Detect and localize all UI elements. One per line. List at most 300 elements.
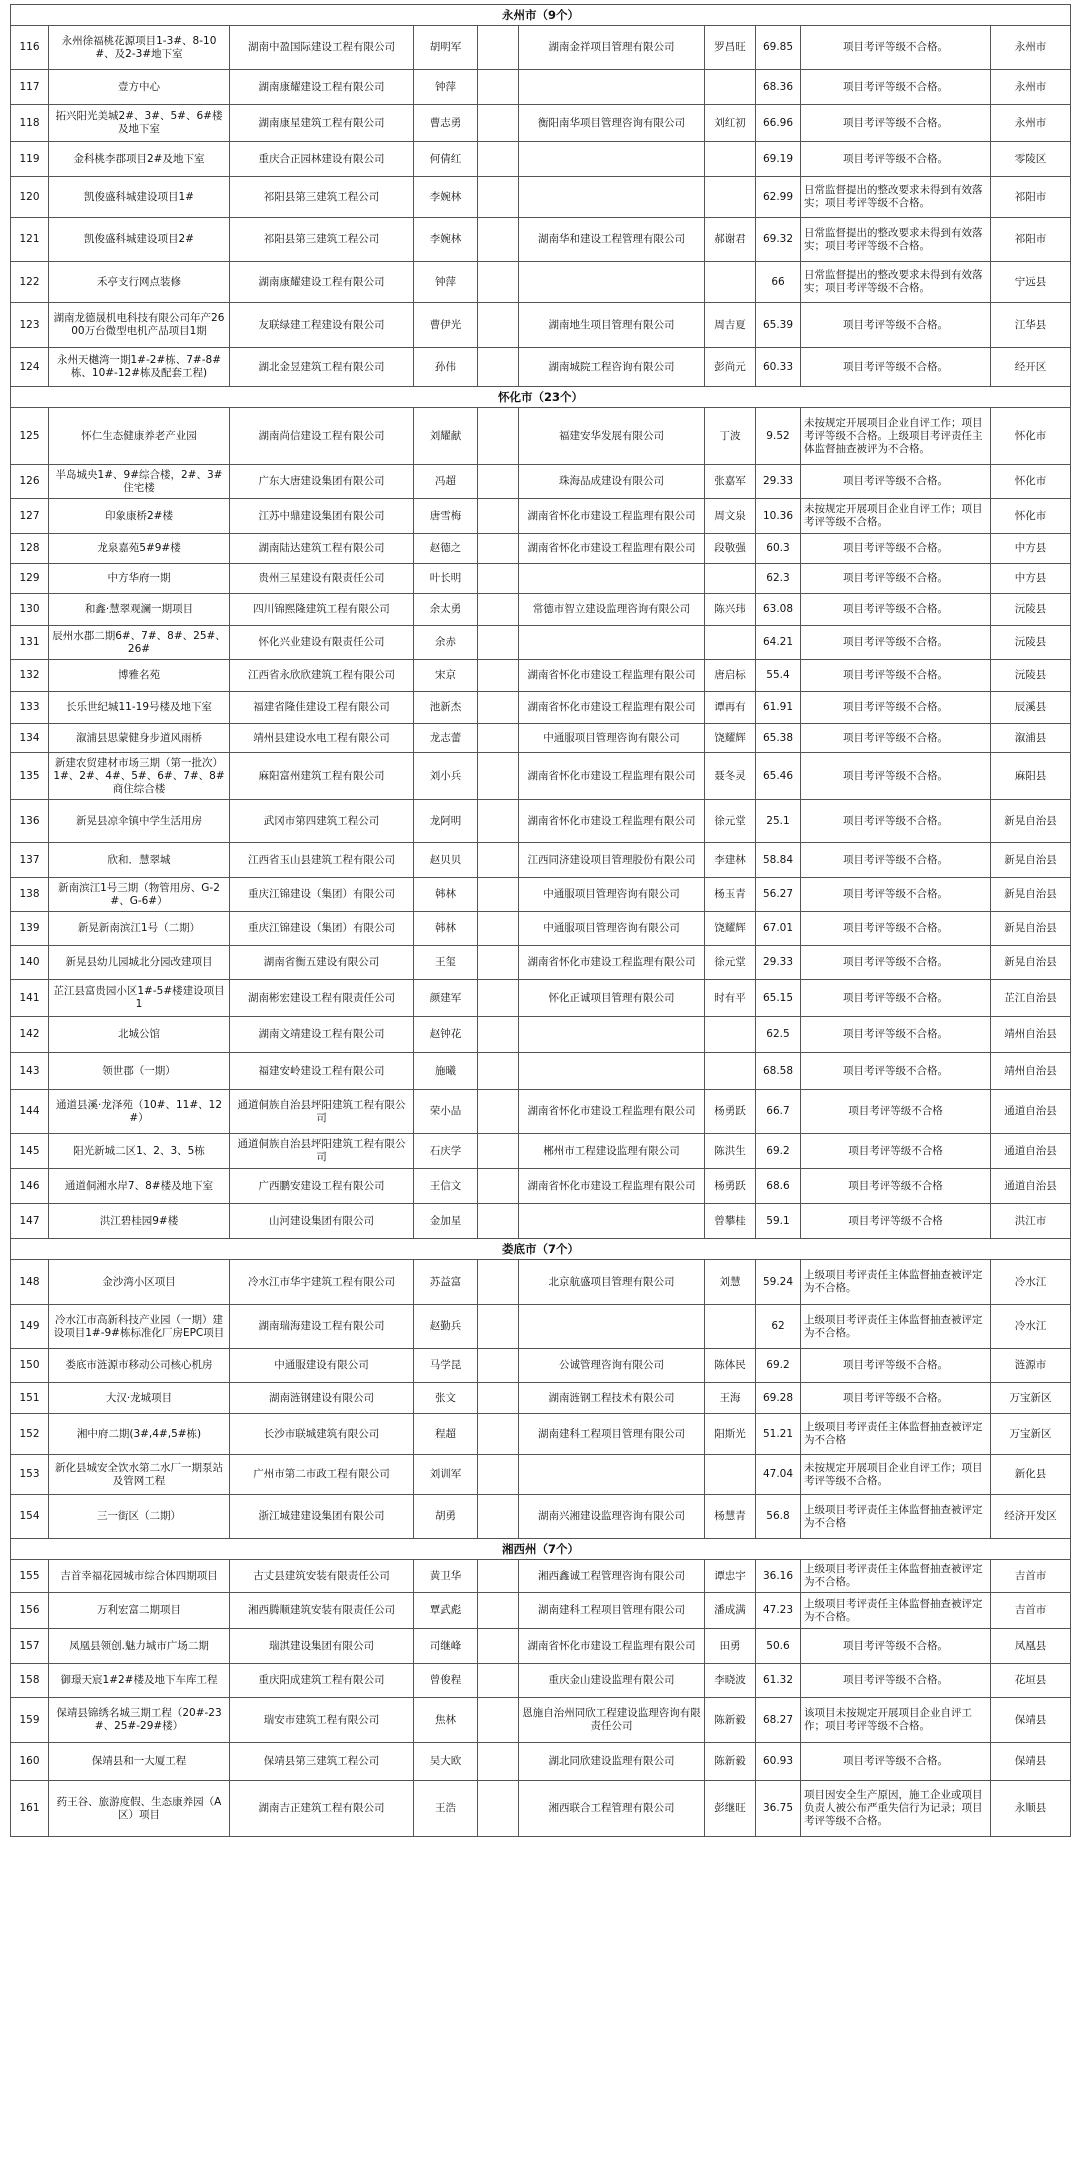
score-cell: 68.6 (756, 1169, 801, 1204)
district-cell: 沅陵县 (991, 660, 1071, 692)
evaluation-note-cell: 未按规定开展项目企业自评工作；项目考评等级不合格。 (801, 499, 991, 534)
supervision-company-cell: 湘西鑫诚工程管理咨询有限公司 (519, 1560, 705, 1593)
evaluation-note-cell: 项目考评等级不合格。 (801, 626, 991, 660)
district-cell: 新晃自治县 (991, 946, 1071, 980)
project-name-cell: 通道侗湘水岸7、8#楼及地下室 (49, 1169, 230, 1204)
chief-supervisor-cell: 陈新毅 (705, 1743, 756, 1781)
evaluation-note-cell: 项目考评等级不合格。 (801, 692, 991, 724)
blank-cell-cell (478, 218, 519, 262)
project-manager-cell: 孙伟 (414, 348, 478, 387)
project-manager-cell: 石庆学 (414, 1134, 478, 1169)
project-name-cell: 辰州水郡二期6#、7#、8#、25#、26# (49, 626, 230, 660)
row-number-cell: 116 (11, 26, 49, 70)
construction-company-cell: 湖南康星建筑工程有限公司 (230, 105, 414, 142)
evaluation-note-cell: 上级项目考评责任主体监督抽查被评定为不合格。 (801, 1593, 991, 1629)
supervision-company-cell: 湖南省怀化市建设工程监理有限公司 (519, 1090, 705, 1134)
table-row (11, 660, 1071, 692)
score-cell: 59.1 (756, 1204, 801, 1239)
district-cell: 溆浦县 (991, 724, 1071, 753)
table-row (11, 1169, 1071, 1204)
row-number-cell: 144 (11, 1090, 49, 1134)
table-row (11, 1017, 1071, 1053)
project-name-cell: 保靖县和一大厦工程 (49, 1743, 230, 1781)
row-number-cell: 139 (11, 912, 49, 946)
table-row (11, 1495, 1071, 1539)
project-manager-cell: 颜建军 (414, 980, 478, 1017)
district-cell: 靖州自治县 (991, 1053, 1071, 1090)
evaluation-note-cell: 上级项目考评责任主体监督抽查被评定为不合格。 (801, 1560, 991, 1593)
chief-supervisor-cell (705, 262, 756, 303)
table-row (11, 800, 1071, 843)
supervision-company-cell: 中通服项目管理咨询有限公司 (519, 878, 705, 912)
project-evaluation-table (10, 4, 1071, 1837)
row-number-cell: 143 (11, 1053, 49, 1090)
evaluation-note-cell: 未按规定开展项目企业自评工作；项目考评等级不合格。上级项目考评责任主体监督抽查被评为不合格。 (801, 408, 991, 465)
table-row (11, 1260, 1071, 1305)
section-title: 湘西州（7个） (11, 1539, 1071, 1560)
project-manager-cell: 冯超 (414, 465, 478, 499)
chief-supervisor-cell (705, 1053, 756, 1090)
score-cell: 60.3 (756, 534, 801, 564)
construction-company-cell: 重庆合正园林建设有限公司 (230, 142, 414, 177)
project-name-cell: 御璟天宸1#2#楼及地下车库工程 (49, 1664, 230, 1698)
project-manager-cell: 王玺 (414, 946, 478, 980)
chief-supervisor-cell: 杨勇跃 (705, 1090, 756, 1134)
supervision-company-cell: 湖南省怀化市建设工程监理有限公司 (519, 660, 705, 692)
evaluation-note-cell: 项目考评等级不合格。 (801, 564, 991, 594)
project-name-cell: 永州徐福桃花源项目1-3#、8-10#、及2-3#地下室 (49, 26, 230, 70)
score-cell: 62.3 (756, 564, 801, 594)
construction-company-cell: 贵州三星建设有限责任公司 (230, 564, 414, 594)
row-number-cell: 134 (11, 724, 49, 753)
score-cell: 68.36 (756, 70, 801, 105)
construction-company-cell: 四川锦熙隆建筑工程有限公司 (230, 594, 414, 626)
project-name-cell: 金科桃李郡项目2#及地下室 (49, 142, 230, 177)
score-cell: 36.75 (756, 1781, 801, 1837)
document-page (10, 4, 1070, 1837)
district-cell: 保靖县 (991, 1698, 1071, 1743)
evaluation-note-cell: 上级项目考评责任主体监督抽查被评定为不合格。 (801, 1260, 991, 1305)
project-name-cell: 凯俊盛科城建设项目1# (49, 177, 230, 218)
table-row (11, 26, 1071, 70)
row-number-cell: 155 (11, 1560, 49, 1593)
row-number-cell: 129 (11, 564, 49, 594)
district-cell: 冷水江 (991, 1260, 1071, 1305)
chief-supervisor-cell: 时有平 (705, 980, 756, 1017)
blank-cell-cell (478, 1349, 519, 1383)
supervision-company-cell: 湖南城院工程咨询有限公司 (519, 348, 705, 387)
score-cell: 65.46 (756, 753, 801, 800)
supervision-company-cell (519, 1455, 705, 1495)
evaluation-note-cell: 项目考评等级不合格 (801, 1169, 991, 1204)
supervision-company-cell: 恩施自治州同欣工程建设监理咨询有限责任公司 (519, 1698, 705, 1743)
evaluation-note-cell: 项目考评等级不合格。 (801, 843, 991, 878)
table-row (11, 177, 1071, 218)
supervision-company-cell (519, 1204, 705, 1239)
evaluation-note-cell: 项目考评等级不合格。 (801, 1349, 991, 1383)
evaluation-note-cell: 上级项目考评责任主体监督抽查被评定为不合格。 (801, 1305, 991, 1349)
row-number-cell: 118 (11, 105, 49, 142)
row-number-cell: 119 (11, 142, 49, 177)
blank-cell-cell (478, 1629, 519, 1664)
table-row (11, 564, 1071, 594)
blank-cell-cell (478, 1017, 519, 1053)
row-number-cell: 142 (11, 1017, 49, 1053)
evaluation-note-cell: 日常监督提出的整改要求未得到有效落实；项目考评等级不合格。 (801, 177, 991, 218)
district-cell: 沅陵县 (991, 594, 1071, 626)
district-cell: 万宝新区 (991, 1414, 1071, 1455)
section-title: 永州市（9个） (11, 5, 1071, 26)
table-row (11, 1305, 1071, 1349)
chief-supervisor-cell: 王海 (705, 1383, 756, 1414)
chief-supervisor-cell (705, 177, 756, 218)
district-cell: 宁远县 (991, 262, 1071, 303)
supervision-company-cell: 怀化正诚项目管理有限公司 (519, 980, 705, 1017)
row-number-cell: 141 (11, 980, 49, 1017)
chief-supervisor-cell (705, 564, 756, 594)
table-row (11, 105, 1071, 142)
supervision-company-cell: 湖南建科工程项目管理有限公司 (519, 1593, 705, 1629)
blank-cell-cell (478, 1560, 519, 1593)
district-cell: 新化县 (991, 1455, 1071, 1495)
project-manager-cell: 赵钟花 (414, 1017, 478, 1053)
evaluation-note-cell: 项目考评等级不合格。 (801, 660, 991, 692)
chief-supervisor-cell (705, 1017, 756, 1053)
district-cell: 通道自治县 (991, 1090, 1071, 1134)
project-name-cell: 中方华府一期 (49, 564, 230, 594)
supervision-company-cell: 湖南地生项目管理有限公司 (519, 303, 705, 348)
chief-supervisor-cell: 周吉夏 (705, 303, 756, 348)
project-manager-cell: 何倩红 (414, 142, 478, 177)
project-name-cell: 三一街区（二期） (49, 1495, 230, 1539)
project-manager-cell: 钟萍 (414, 70, 478, 105)
project-manager-cell: 荣小品 (414, 1090, 478, 1134)
blank-cell-cell (478, 1593, 519, 1629)
chief-supervisor-cell: 陈新毅 (705, 1698, 756, 1743)
blank-cell-cell (478, 594, 519, 626)
row-number-cell: 146 (11, 1169, 49, 1204)
evaluation-note-cell: 项目考评等级不合格。 (801, 912, 991, 946)
supervision-company-cell (519, 177, 705, 218)
project-name-cell: 大汉·龙城项目 (49, 1383, 230, 1414)
project-name-cell: 金沙湾小区项目 (49, 1260, 230, 1305)
construction-company-cell: 浙江城建建设集团有限公司 (230, 1495, 414, 1539)
table-row (11, 1698, 1071, 1743)
evaluation-note-cell: 项目考评等级不合格 (801, 1090, 991, 1134)
table-row (11, 692, 1071, 724)
section-header-row (11, 1539, 1071, 1560)
project-manager-cell: 黄卫华 (414, 1560, 478, 1593)
project-name-cell: 新建农贸建材市场三期（第一批次）1#、2#、4#、5#、6#、7#、8#商住综合楼 (49, 753, 230, 800)
blank-cell-cell (478, 1169, 519, 1204)
evaluation-note-cell: 项目考评等级不合格。 (801, 1664, 991, 1698)
supervision-company-cell: 湖南华和建设工程管理有限公司 (519, 218, 705, 262)
project-manager-cell: 韩林 (414, 912, 478, 946)
chief-supervisor-cell: 徐元堂 (705, 946, 756, 980)
blank-cell-cell (478, 26, 519, 70)
district-cell: 永州市 (991, 70, 1071, 105)
score-cell: 69.2 (756, 1134, 801, 1169)
chief-supervisor-cell: 段敬强 (705, 534, 756, 564)
supervision-company-cell: 湖南省怀化市建设工程监理有限公司 (519, 534, 705, 564)
score-cell: 47.23 (756, 1593, 801, 1629)
blank-cell-cell (478, 1495, 519, 1539)
supervision-company-cell: 江西同济建设项目管理股份有限公司 (519, 843, 705, 878)
construction-company-cell: 保靖县第三建筑工程公司 (230, 1743, 414, 1781)
project-name-cell: 溆浦县思蒙健身步道风雨桥 (49, 724, 230, 753)
blank-cell-cell (478, 878, 519, 912)
construction-company-cell: 重庆江锦建设（集团）有限公司 (230, 878, 414, 912)
evaluation-note-cell: 项目考评等级不合格。 (801, 1053, 991, 1090)
evaluation-note-cell: 项目考评等级不合格。 (801, 26, 991, 70)
project-manager-cell: 王浩 (414, 1781, 478, 1837)
construction-company-cell: 广州市第二市政工程有限公司 (230, 1455, 414, 1495)
blank-cell-cell (478, 262, 519, 303)
evaluation-note-cell: 项目考评等级不合格。 (801, 724, 991, 753)
blank-cell-cell (478, 946, 519, 980)
construction-company-cell: 江西省玉山县建筑工程有限公司 (230, 843, 414, 878)
supervision-company-cell: 湖南涟钢工程技术有限公司 (519, 1383, 705, 1414)
project-name-cell: 冷水江市高新科技产业园（一期）建设项目1#-9#栋标准化厂房EPC项目 (49, 1305, 230, 1349)
project-manager-cell: 程超 (414, 1414, 478, 1455)
construction-company-cell: 湖南彬宏建设工程有限责任公司 (230, 980, 414, 1017)
chief-supervisor-cell: 杨玉青 (705, 878, 756, 912)
score-cell: 68.27 (756, 1698, 801, 1743)
score-cell: 65.39 (756, 303, 801, 348)
chief-supervisor-cell: 陈洪生 (705, 1134, 756, 1169)
evaluation-note-cell: 上级项目考评责任主体监督抽查被评定为不合格 (801, 1495, 991, 1539)
evaluation-note-cell: 项目考评等级不合格。 (801, 753, 991, 800)
district-cell: 新晃自治县 (991, 843, 1071, 878)
chief-supervisor-cell: 陈兴玮 (705, 594, 756, 626)
table-row (11, 878, 1071, 912)
construction-company-cell: 祁阳县第三建筑工程公司 (230, 177, 414, 218)
blank-cell-cell (478, 1204, 519, 1239)
score-cell: 9.52 (756, 408, 801, 465)
row-number-cell: 124 (11, 348, 49, 387)
district-cell: 新晃自治县 (991, 912, 1071, 946)
district-cell: 凤凰县 (991, 1629, 1071, 1664)
construction-company-cell: 江西省永欣欣建筑工程有限公司 (230, 660, 414, 692)
blank-cell-cell (478, 1414, 519, 1455)
row-number-cell: 132 (11, 660, 49, 692)
score-cell: 58.84 (756, 843, 801, 878)
score-cell: 29.33 (756, 465, 801, 499)
evaluation-note-cell: 项目考评等级不合格 (801, 1204, 991, 1239)
table-body (11, 5, 1071, 1837)
table-row (11, 1664, 1071, 1698)
row-number-cell: 159 (11, 1698, 49, 1743)
chief-supervisor-cell: 杨慧青 (705, 1495, 756, 1539)
row-number-cell: 133 (11, 692, 49, 724)
chief-supervisor-cell: 谭再有 (705, 692, 756, 724)
row-number-cell: 122 (11, 262, 49, 303)
supervision-company-cell (519, 626, 705, 660)
project-name-cell: 龙泉嘉苑5#9#楼 (49, 534, 230, 564)
section-title: 娄底市（7个） (11, 1239, 1071, 1260)
evaluation-note-cell: 项目考评等级不合格。 (801, 534, 991, 564)
row-number-cell: 160 (11, 1743, 49, 1781)
table-row (11, 1134, 1071, 1169)
evaluation-note-cell: 项目考评等级不合格。 (801, 1629, 991, 1664)
district-cell: 涟源市 (991, 1349, 1071, 1383)
blank-cell-cell (478, 177, 519, 218)
project-manager-cell: 余赤 (414, 626, 478, 660)
score-cell: 62 (756, 1305, 801, 1349)
blank-cell-cell (478, 499, 519, 534)
district-cell: 祁阳市 (991, 177, 1071, 218)
score-cell: 51.21 (756, 1414, 801, 1455)
construction-company-cell: 湖南涟钢建设有限公司 (230, 1383, 414, 1414)
district-cell: 永州市 (991, 26, 1071, 70)
construction-company-cell: 福建省隆佳建设工程有限公司 (230, 692, 414, 724)
table-row (11, 408, 1071, 465)
district-cell: 万宝新区 (991, 1383, 1071, 1414)
project-manager-cell: 池新杰 (414, 692, 478, 724)
construction-company-cell: 湖南瑞海建设工程有限公司 (230, 1305, 414, 1349)
table-row (11, 1455, 1071, 1495)
blank-cell-cell (478, 142, 519, 177)
row-number-cell: 161 (11, 1781, 49, 1837)
score-cell: 65.38 (756, 724, 801, 753)
project-manager-cell: 刘耀献 (414, 408, 478, 465)
section-header-row (11, 1239, 1071, 1260)
chief-supervisor-cell: 杨勇跃 (705, 1169, 756, 1204)
score-cell: 61.32 (756, 1664, 801, 1698)
supervision-company-cell: 湖南省怀化市建设工程监理有限公司 (519, 946, 705, 980)
project-manager-cell: 王信文 (414, 1169, 478, 1204)
blank-cell-cell (478, 564, 519, 594)
chief-supervisor-cell (705, 1455, 756, 1495)
project-name-cell: 壹方中心 (49, 70, 230, 105)
district-cell: 麻阳县 (991, 753, 1071, 800)
table-row (11, 1090, 1071, 1134)
chief-supervisor-cell: 彭尚元 (705, 348, 756, 387)
row-number-cell: 156 (11, 1593, 49, 1629)
district-cell: 江华县 (991, 303, 1071, 348)
construction-company-cell: 重庆阳成建筑工程有限公司 (230, 1664, 414, 1698)
evaluation-note-cell: 上级项目考评责任主体监督抽查被评定为不合格 (801, 1414, 991, 1455)
construction-company-cell: 古丈县建筑安装有限责任公司 (230, 1560, 414, 1593)
blank-cell-cell (478, 1781, 519, 1837)
chief-supervisor-cell: 饶耀辉 (705, 912, 756, 946)
project-name-cell: 药王谷、旅游度假、生态康养园（A区）项目 (49, 1781, 230, 1837)
project-name-cell: 湘中府二期(3#,4#,5#栋) (49, 1414, 230, 1455)
blank-cell-cell (478, 1134, 519, 1169)
district-cell: 经开区 (991, 348, 1071, 387)
project-name-cell: 永州天樾湾一期1#-2#栋、7#-8#栋、10#-12#栋及配套工程) (49, 348, 230, 387)
score-cell: 50.6 (756, 1629, 801, 1664)
construction-company-cell: 武冈市第四建筑工程公司 (230, 800, 414, 843)
construction-company-cell: 怀化兴业建设有限责任公司 (230, 626, 414, 660)
table-row (11, 946, 1071, 980)
blank-cell-cell (478, 843, 519, 878)
blank-cell-cell (478, 465, 519, 499)
construction-company-cell: 友联绿建工程建设有限公司 (230, 303, 414, 348)
score-cell: 69.28 (756, 1383, 801, 1414)
supervision-company-cell: 公诚管理咨询有限公司 (519, 1349, 705, 1383)
table-row (11, 1593, 1071, 1629)
supervision-company-cell: 湖南省怀化市建设工程监理有限公司 (519, 1629, 705, 1664)
row-number-cell: 135 (11, 753, 49, 800)
evaluation-note-cell: 项目考评等级不合格。 (801, 465, 991, 499)
project-name-cell: 新化县城安全饮水第二水厂一期泵站及管网工程 (49, 1455, 230, 1495)
chief-supervisor-cell (705, 142, 756, 177)
score-cell: 60.93 (756, 1743, 801, 1781)
table-row (11, 465, 1071, 499)
blank-cell-cell (478, 1260, 519, 1305)
evaluation-note-cell: 项目考评等级不合格。 (801, 1383, 991, 1414)
construction-company-cell: 湖南尚信建设工程有限公司 (230, 408, 414, 465)
chief-supervisor-cell: 曾攀桂 (705, 1204, 756, 1239)
evaluation-note-cell: 项目考评等级不合格。 (801, 348, 991, 387)
chief-supervisor-cell: 徐元堂 (705, 800, 756, 843)
project-manager-cell: 赵德之 (414, 534, 478, 564)
construction-company-cell: 湖南中盈国际建设工程有限公司 (230, 26, 414, 70)
evaluation-note-cell: 该项目未按规定开展项目企业自评工作；项目考评等级不合格。 (801, 1698, 991, 1743)
district-cell: 辰溪县 (991, 692, 1071, 724)
construction-company-cell: 祁阳县第三建筑工程公司 (230, 218, 414, 262)
district-cell: 中方县 (991, 534, 1071, 564)
construction-company-cell: 湖南陆达建筑工程有限公司 (230, 534, 414, 564)
project-manager-cell: 龙阿明 (414, 800, 478, 843)
supervision-company-cell: 北京航盛项目管理有限公司 (519, 1260, 705, 1305)
project-manager-cell: 李婉林 (414, 218, 478, 262)
chief-supervisor-cell: 谭忠宇 (705, 1560, 756, 1593)
supervision-company-cell: 湖南省怀化市建设工程监理有限公司 (519, 692, 705, 724)
evaluation-note-cell: 项目考评等级不合格。 (801, 1017, 991, 1053)
project-name-cell: 湖南龙德晟机电科技有限公司年产2600万台微型电机产品项目1期 (49, 303, 230, 348)
row-number-cell: 123 (11, 303, 49, 348)
row-number-cell: 117 (11, 70, 49, 105)
row-number-cell: 149 (11, 1305, 49, 1349)
district-cell: 靖州自治县 (991, 1017, 1071, 1053)
project-manager-cell: 吴大欧 (414, 1743, 478, 1781)
row-number-cell: 157 (11, 1629, 49, 1664)
project-name-cell: 拓兴阳光美城2#、3#、5#、6#楼及地下室 (49, 105, 230, 142)
supervision-company-cell: 常德市智立建设监理咨询有限公司 (519, 594, 705, 626)
chief-supervisor-cell: 饶耀辉 (705, 724, 756, 753)
row-number-cell: 130 (11, 594, 49, 626)
construction-company-cell: 中通服建设有限公司 (230, 1349, 414, 1383)
project-name-cell: 阳光新城二区1、2、3、5栋 (49, 1134, 230, 1169)
blank-cell-cell (478, 70, 519, 105)
blank-cell-cell (478, 1090, 519, 1134)
district-cell: 花垣县 (991, 1664, 1071, 1698)
construction-company-cell: 靖州县建设水电工程有限公司 (230, 724, 414, 753)
table-row (11, 843, 1071, 878)
project-name-cell: 新晃县幼儿园城北分园改建项目 (49, 946, 230, 980)
table-row (11, 1414, 1071, 1455)
construction-company-cell: 湘西腾顺建筑安装有限责任公司 (230, 1593, 414, 1629)
blank-cell-cell (478, 753, 519, 800)
project-name-cell: 芷江县富贵园小区1#-5#楼建设项目1 (49, 980, 230, 1017)
score-cell: 69.32 (756, 218, 801, 262)
evaluation-note-cell: 项目考评等级不合格。 (801, 1743, 991, 1781)
project-manager-cell: 胡明军 (414, 26, 478, 70)
construction-company-cell: 福建安岭建设工程有限公司 (230, 1053, 414, 1090)
supervision-company-cell: 重庆金山建设监理有限公司 (519, 1664, 705, 1698)
score-cell: 29.33 (756, 946, 801, 980)
project-manager-cell: 覃武彪 (414, 1593, 478, 1629)
score-cell: 10.36 (756, 499, 801, 534)
construction-company-cell: 湖南文靖建设工程有限公司 (230, 1017, 414, 1053)
section-header-row (11, 5, 1071, 26)
project-name-cell: 通道县溪·龙泽苑（10#、11#、12#） (49, 1090, 230, 1134)
score-cell: 56.8 (756, 1495, 801, 1539)
construction-company-cell: 重庆江锦建设（集团）有限公司 (230, 912, 414, 946)
project-manager-cell: 赵贝贝 (414, 843, 478, 878)
